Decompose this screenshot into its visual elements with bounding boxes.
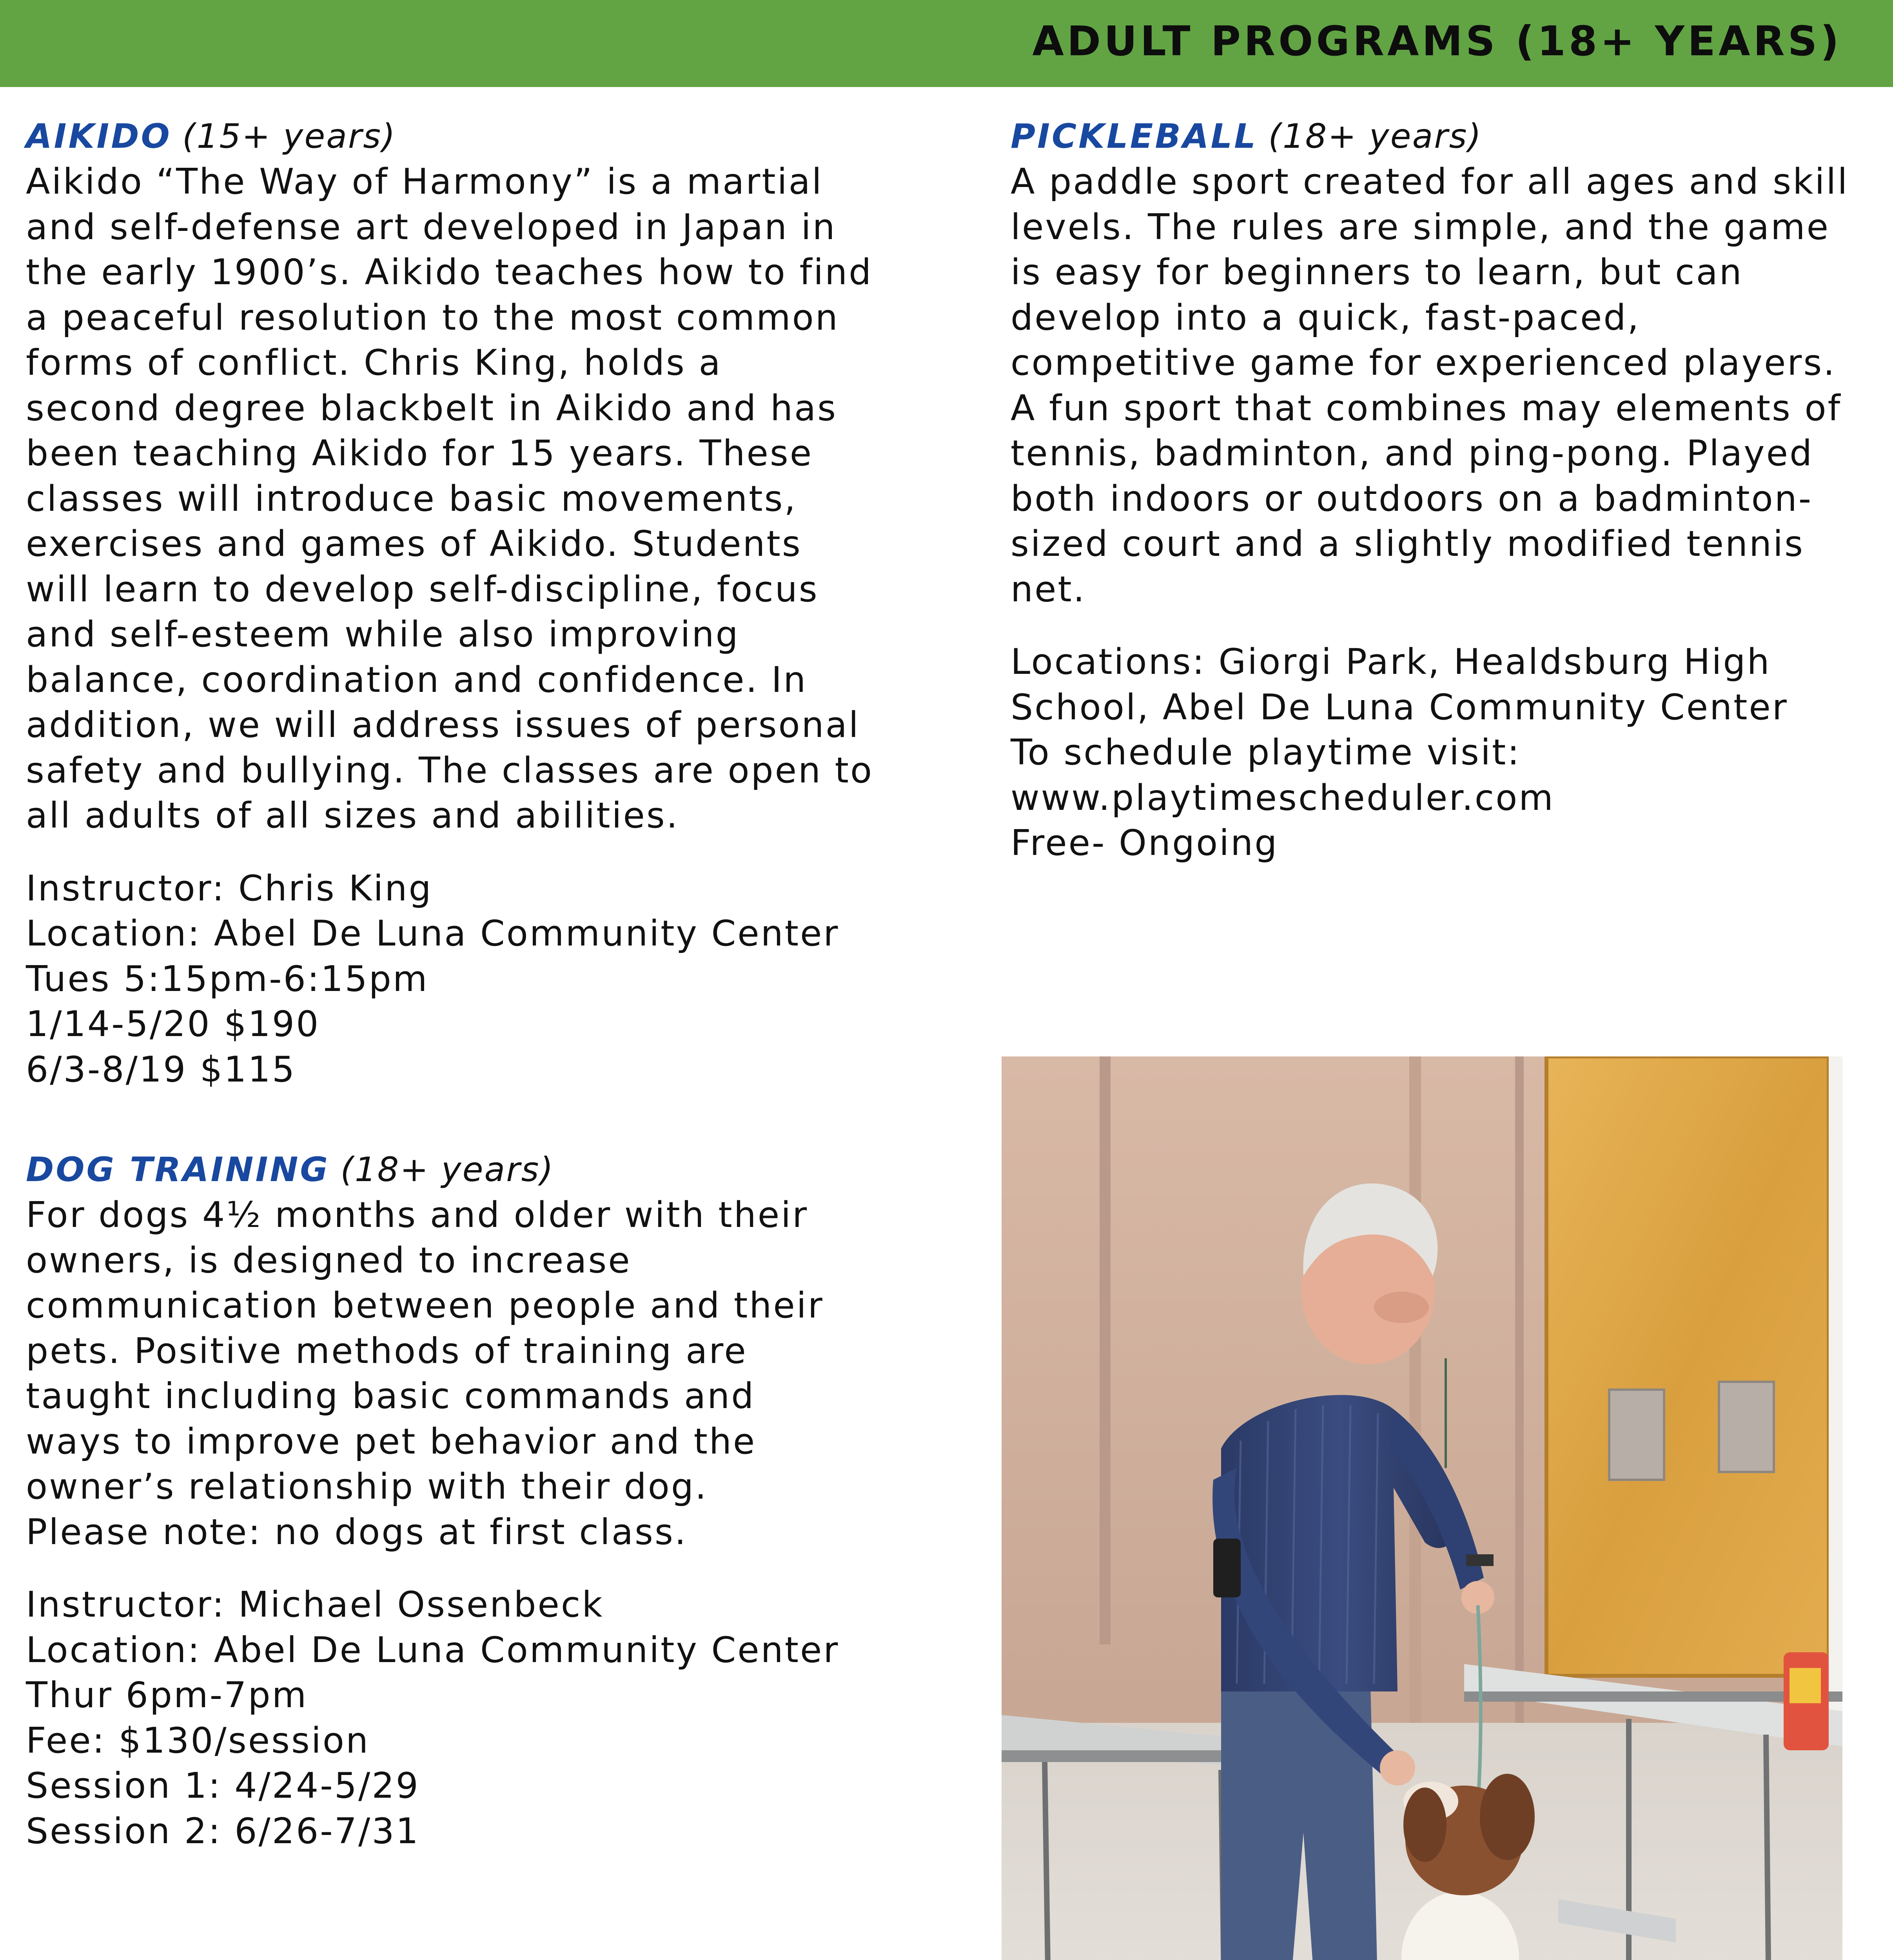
aikido-age: (15+ years) xyxy=(182,117,396,156)
pickleball-fee: Free- Ongoing xyxy=(1011,822,1279,864)
aikido-desc-line: forms of conflict. Chris King, holds a xyxy=(26,342,722,383)
aikido-desc-line: all adults of all sizes and abilities. xyxy=(26,795,679,836)
pickleball-name: PICKLEBALL xyxy=(1011,117,1258,156)
aikido-desc-line: and self-defense art developed in Japan in xyxy=(26,206,837,248)
dog-training-description xyxy=(26,1192,931,1555)
aikido-details xyxy=(26,866,931,1093)
dog-schedule: Thur 6pm-7pm xyxy=(26,1675,308,1716)
aikido-desc-line: exercises and games of Aikido. Students xyxy=(26,523,802,564)
aikido-title xyxy=(26,114,931,159)
aikido-schedule: Tues 5:15pm-6:15pm xyxy=(26,958,429,1000)
dog-session: Session 2: 6/26-7/31 xyxy=(26,1810,420,1852)
dog-location: Location: Abel De Luna Community Center xyxy=(26,1629,840,1671)
dog-desc-line: taught including basic commands and xyxy=(26,1376,755,1417)
dog-desc-line: owners, is designed to increase xyxy=(26,1240,632,1281)
aikido-desc-line: been teaching Aikido for 15 years. These xyxy=(26,433,813,474)
aikido-description xyxy=(26,159,931,838)
right-column xyxy=(1011,114,1881,866)
aikido-desc-line: safety and bullying. The classes are open to xyxy=(26,750,874,791)
dog-session: Session 1: 4/24-5/29 xyxy=(26,1765,420,1806)
pickleball-desc-line: A paddle sport created for all ages and skill xyxy=(1011,161,1849,202)
pickleball-desc-line: both indoors or outdoors on a badminton- xyxy=(1011,478,1813,519)
aikido-desc-line: the early 1900’s. Aikido teaches how to find xyxy=(26,252,873,293)
aikido-instructor: Instructor: Chris King xyxy=(26,867,433,909)
pickleball-website: www.playtimescheduler.com xyxy=(1011,777,1555,818)
dog-desc-line: For dogs 4½ months and older with their xyxy=(26,1194,809,1236)
page-section-title: ADULT PROGRAMS (18+ YEARS) xyxy=(1032,17,1842,65)
left-column xyxy=(26,114,931,1854)
dog-desc-line: ways to improve pet behavior and the xyxy=(26,1421,757,1462)
aikido-name: AIKIDO xyxy=(26,117,172,156)
aikido-desc-line: Aikido “The Way of Harmony” is a martial xyxy=(26,161,823,202)
pickleball-title xyxy=(1011,114,1881,159)
aikido-desc-line: classes will introduce basic movements, xyxy=(26,478,797,519)
dog-training-title xyxy=(26,1147,931,1192)
dog-instructor: Instructor: Michael Ossenbeck xyxy=(26,1584,604,1625)
aikido-session-fee: 6/3-8/19 $115 xyxy=(26,1049,296,1090)
pickleball-locations: Locations: Giorgi Park, Healdsburg High xyxy=(1011,641,1771,682)
dog-training-photo xyxy=(1002,1056,1842,1960)
pickleball-desc-line: net. xyxy=(1011,568,1086,610)
pickleball-locations: School, Abel De Luna Community Center xyxy=(1011,686,1788,728)
dog-desc-line: pets. Positive methods of training are xyxy=(26,1330,748,1372)
pickleball-age: (18+ years) xyxy=(1268,117,1482,156)
aikido-desc-line: and self-esteem while also improving xyxy=(26,614,740,655)
pickleball-details xyxy=(1011,639,1881,866)
pickleball-desc-line: develop into a quick, fast-paced, xyxy=(1011,297,1641,338)
dog-training-name: DOG TRAINING xyxy=(26,1150,330,1189)
dog-fee: Fee: $130/session xyxy=(26,1720,370,1761)
aikido-desc-line: will learn to develop self-discipline, focus xyxy=(26,568,819,610)
dog-desc-line: owner’s relationship with their dog. xyxy=(26,1466,708,1507)
pickleball-desc-line: sized court and a slightly modified tennis xyxy=(1011,523,1804,564)
pickleball-description xyxy=(1011,159,1881,612)
pickleball-desc-line: levels. The rules are simple, and the game xyxy=(1011,206,1830,248)
pickleball-desc-line: tennis, badminton, and ping-pong. Played xyxy=(1011,433,1814,474)
pickleball-desc-line: A fun sport that combines may elements of xyxy=(1011,387,1842,429)
pickleball-schedule-note: To schedule playtime visit: xyxy=(1011,732,1521,773)
aikido-location: Location: Abel De Luna Community Center xyxy=(26,913,840,954)
aikido-desc-line: balance, coordination and confidence. In xyxy=(26,659,808,701)
aikido-desc-line: addition, we will address issues of personal xyxy=(26,704,860,746)
dog-training-age: (18+ years) xyxy=(340,1150,554,1189)
aikido-session-fee: 1/14-5/20 $190 xyxy=(26,1004,320,1045)
pickleball-desc-line: is easy for beginners to learn, but can xyxy=(1011,252,1743,293)
dog-training-details xyxy=(26,1582,931,1854)
pickleball-desc-line: competitive game for experienced players. xyxy=(1011,342,1836,383)
aikido-desc-line: second degree blackbelt in Aikido and has xyxy=(26,387,838,429)
aikido-desc-line: a peaceful resolution to the most common xyxy=(26,297,839,338)
dog-desc-line: communication between people and their xyxy=(26,1285,824,1326)
dog-desc-line: Please note: no dogs at first class. xyxy=(26,1511,688,1553)
